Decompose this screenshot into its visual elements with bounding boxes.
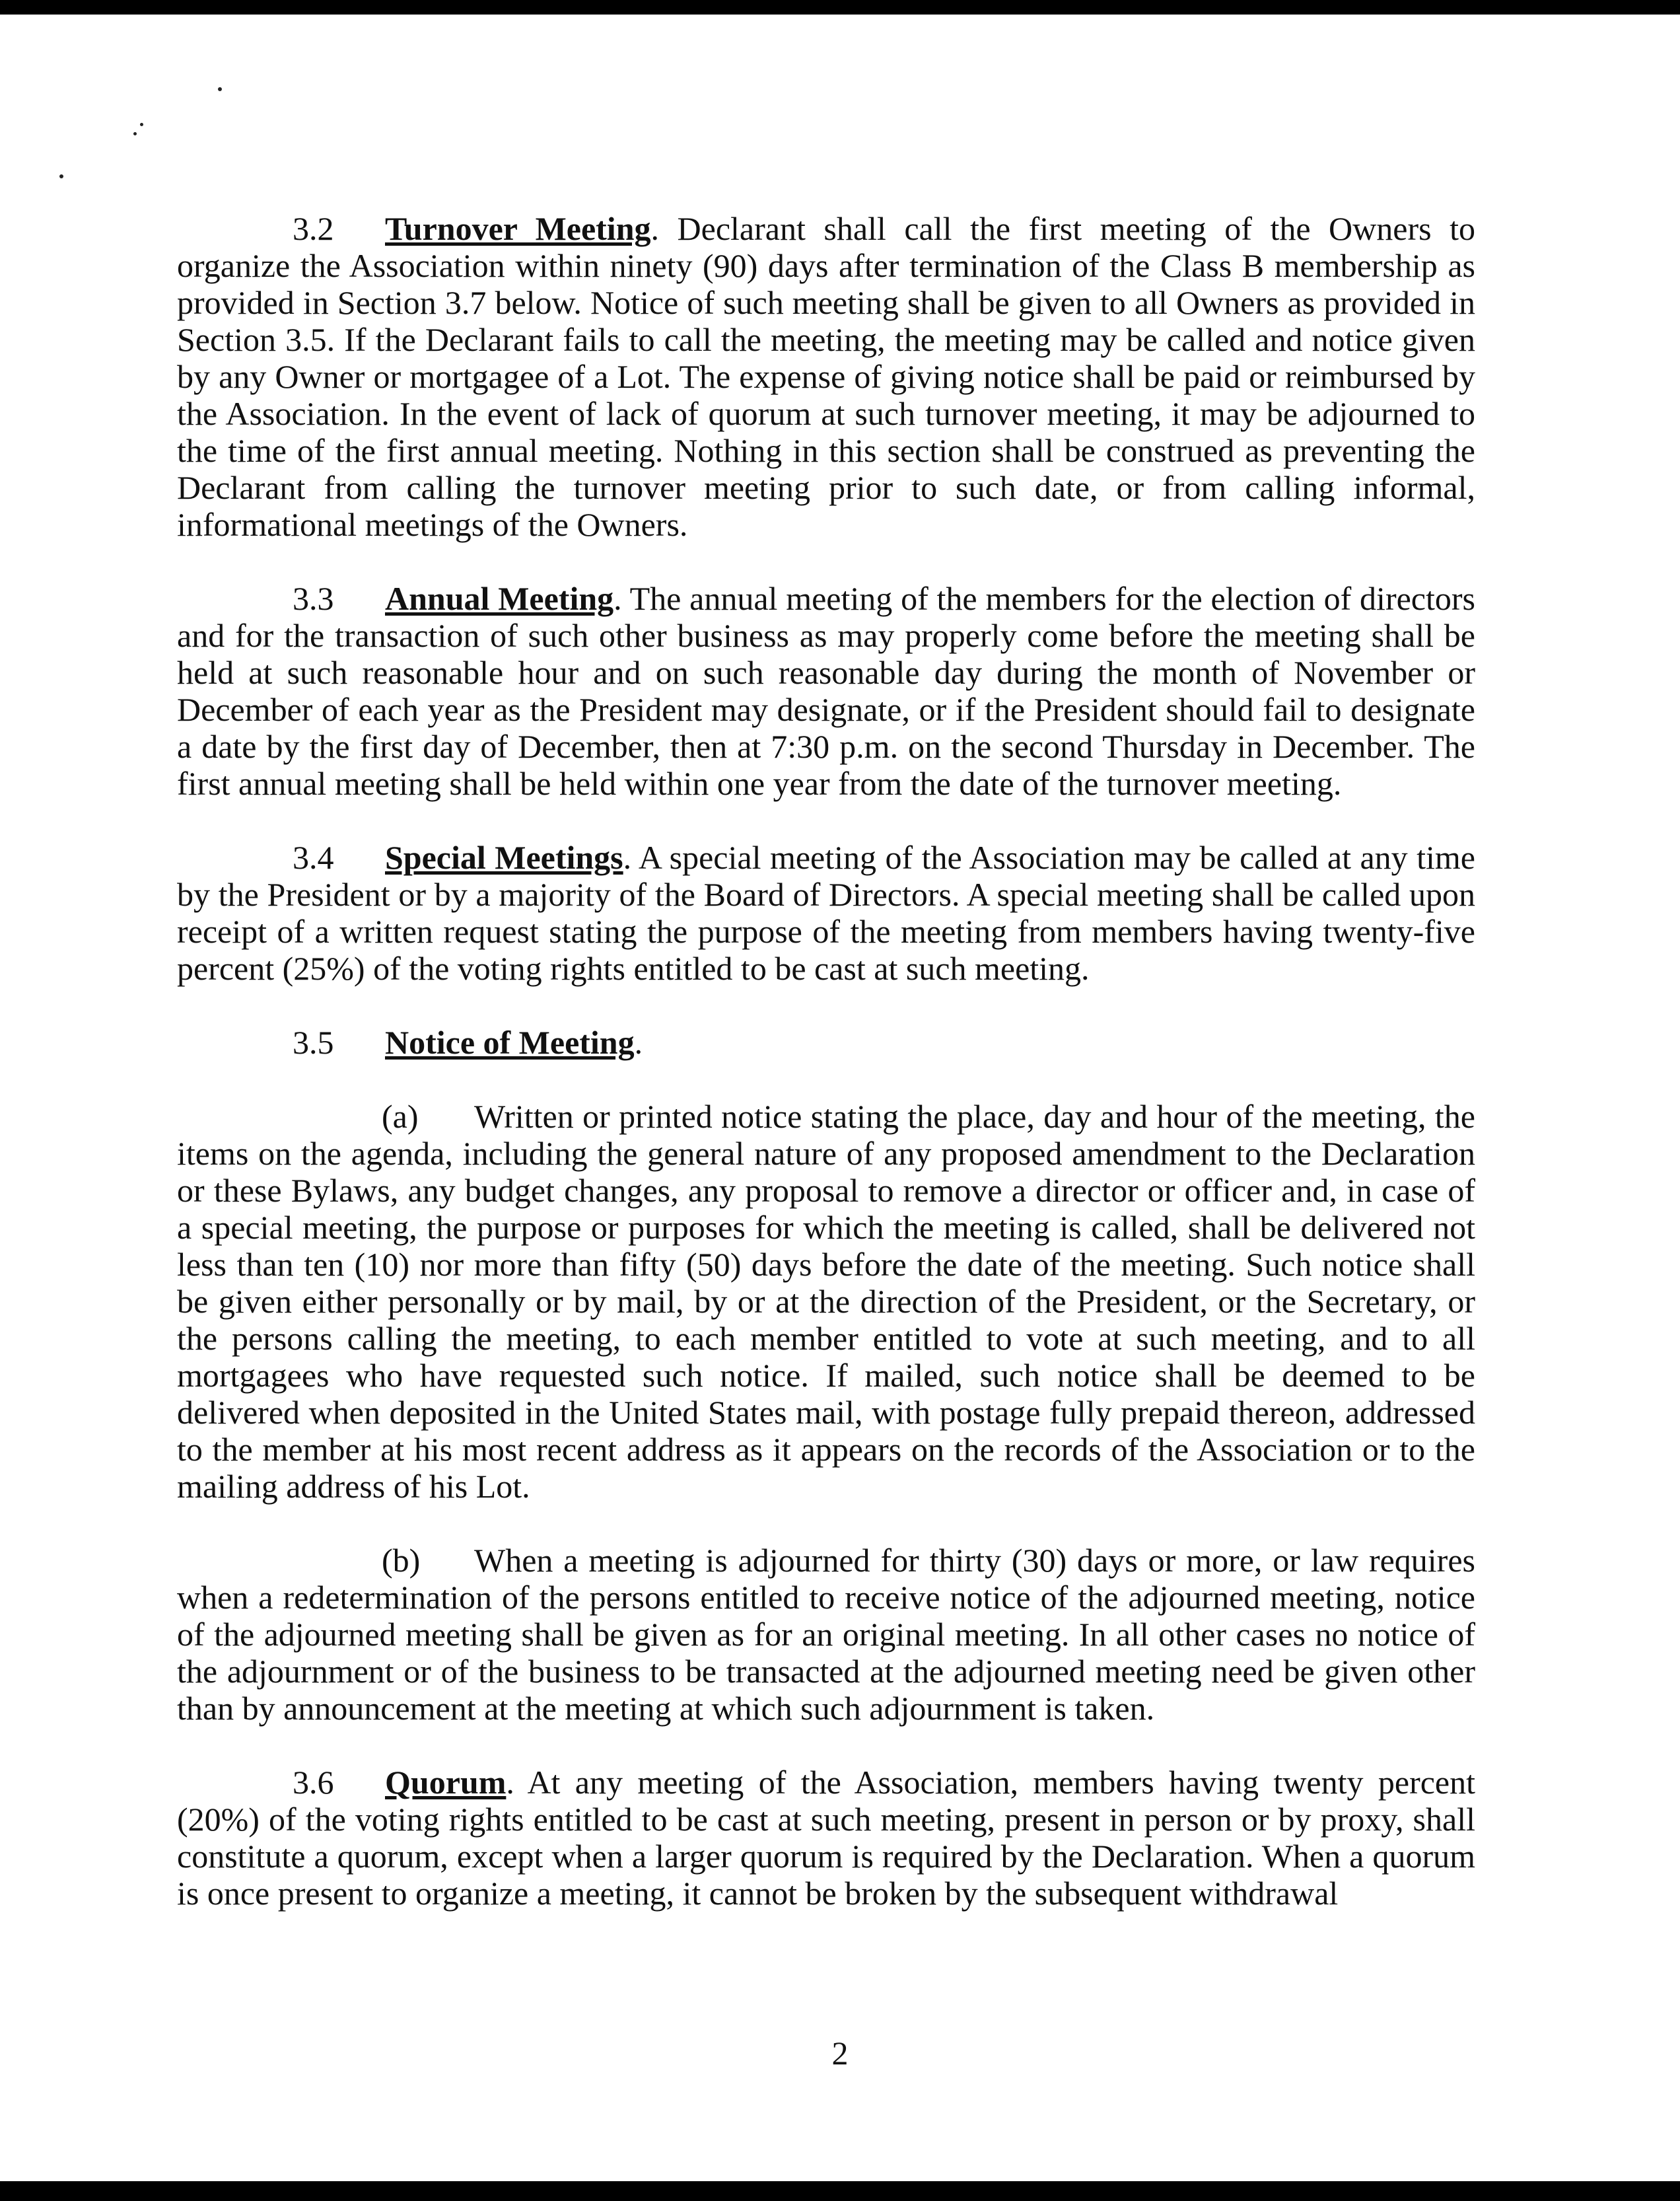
section-number: 3.5 <box>293 1024 334 1061</box>
section-3-6 <box>177 1764 1475 1912</box>
section-heading: Notice of Meeting <box>385 1024 635 1061</box>
subsection-label: (b) <box>382 1542 421 1579</box>
section-heading: Turnover Meeting <box>385 210 651 247</box>
subsection-label: (a) <box>382 1098 419 1135</box>
section-number: 3.3 <box>293 580 334 617</box>
scan-speck <box>140 123 143 126</box>
subsection-text: Written or printed notice stating the place, day and hour of the meeting, the items on the agenda, including the general nature of any proposed amendment to the Declaration or these Bylaws, any budget changes, any proposal to remove a director or officer and, in case of a special meeting, the purpose or purposes for which the meeting is called, shall be delivered not less than ten (10) nor more than fifty (50) days before the date of the meeting. Such notice shall be given either personally or by mail, by or at the direction of the President, or the Secretary, or the persons calling the meeting, to each member entitled to vote at such meeting, and to all mortgagees who have requested such notice. If mailed, such notice shall be deemed to be delivered when deposited in the United States mail, with postage fully prepaid thereon, addressed to the member at his most recent address as it appears on the records of the Association or to the mailing address of his Lot. <box>177 1098 1475 1505</box>
section-number: 3.2 <box>293 210 334 247</box>
section-text: . <box>634 1024 643 1061</box>
scan-border-bottom <box>0 2181 1680 2201</box>
section-heading: Annual Meeting <box>385 580 614 617</box>
section-3-5 <box>177 1024 1475 1061</box>
section-text: . Declarant shall call the first meeting of the Owners to organize the Association within ninety (90) days after termination of the Class B membership as provided in Section 3.7 below. Notice of such meeting shall be given to all Owners as provided in Section 3.5. If the Declarant fails to call the meeting, the meeting may be called and notice given by any Owner or mortgagee of a Lot. The expense of giving notice shall be paid or reimbursed by the Association. In the event of lack of quorum at such turnover meeting, it may be adjourned to the time of the first annual meeting. Nothing in this section shall be construed as preventing the Declarant from calling the turnover meeting prior to such date, or from calling informal, informational meetings of the Owners. <box>177 210 1475 543</box>
section-3-3 <box>177 580 1475 802</box>
section-text: . The annual meeting of the members for the election of directors and for the transaction of such other business as may properly come before the meeting shall be held at such reasonable hour and on such reasonable day during the month of November or December of each year as the President may designate, or if the President should fail to designate a date by the first day of December, then at 7:30 p.m. on the second Thursday in December. The first annual meeting shall be held within one year from the date of the turnover meeting. <box>177 580 1475 802</box>
scan-speck <box>59 174 63 178</box>
section-number: 3.6 <box>293 1764 334 1801</box>
section-text: . At any meeting of the Association, members having twenty percent (20%) of the voting rights entitled to be cast at such meeting, present in person or by proxy, shall constitute a quorum, except when a larger quorum is required by the Declaration. When a quorum is once present to organize a meeting, it cannot be broken by the subsequent withdrawal <box>177 1764 1475 1912</box>
subsection-a <box>177 1098 1475 1505</box>
section-heading: Quorum <box>385 1764 507 1801</box>
subsection-b <box>177 1542 1475 1727</box>
scan-border-top <box>0 0 1680 15</box>
scan-speck <box>133 132 137 135</box>
document-body <box>177 210 1475 1949</box>
scan-speck <box>218 87 222 91</box>
section-text: . A special meeting of the Association may be called at any time by the President or by a majority of the Board of Directors. A special meeting shall be called upon receipt of a written request stating the purpose of the meeting from members having twenty-five percent (25%) of the voting rights entitled to be cast at such meeting. <box>177 839 1476 987</box>
section-3-2 <box>177 210 1475 543</box>
section-heading: Special Meetings <box>385 839 623 876</box>
page-number: 2 <box>831 2035 849 2072</box>
section-number: 3.4 <box>293 839 334 876</box>
subsection-text: When a meeting is adjourned for thirty (30) days or more, or law requires when a redetermination of the persons entitled to receive notice of the adjourned meeting, notice of the adjourned meeting shall be given as for an original meeting. In all other cases no notice of the adjournment or of the business to be transacted at the adjourned meeting need be given other than by announcement at the meeting at which such adjournment is taken. <box>177 1542 1475 1727</box>
section-3-4 <box>177 839 1475 987</box>
